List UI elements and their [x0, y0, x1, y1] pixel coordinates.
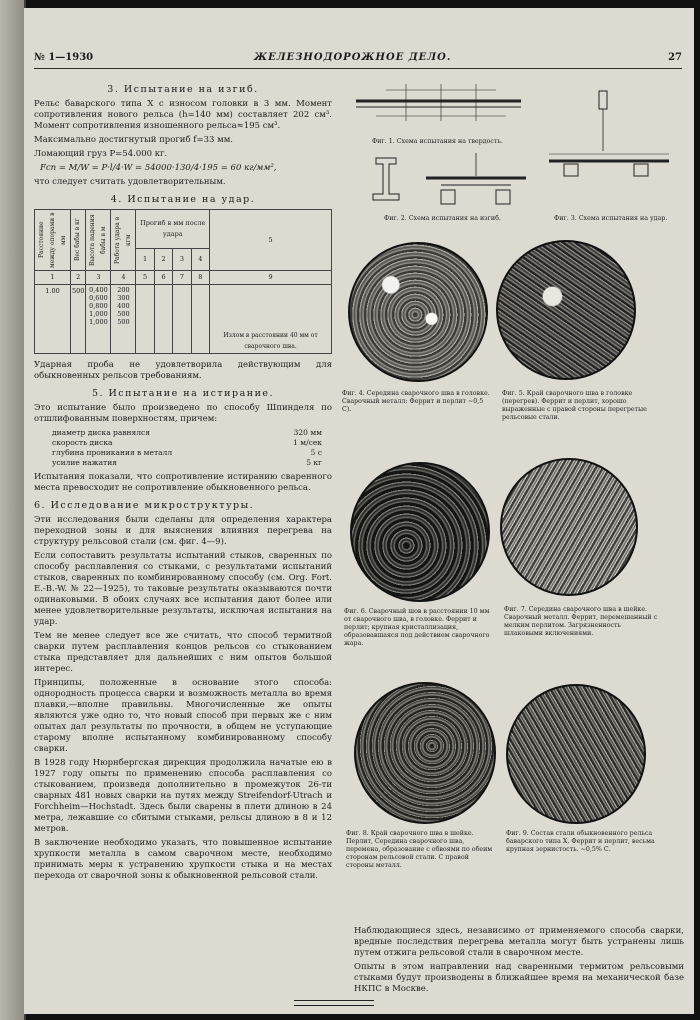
table-row: 1.00 500 0,400 0,600 0,800 1,000 1,000 200 300 400 500 500 Излом в расстоянии 40 мм от сварочного шва. [35, 285, 332, 354]
sec6-paragraph-4: Принципы, положенные в основание этого способа: однородность процесса сварки и возможность металла во время плавки,—вполне правильны. Многочисленные же опыты являются уже одно то, что новый способ при первых же с ним опытах дал результаты по прочности, в общем не уступающие старому вполне испытанному комбинированному способу сварки. [34, 678, 332, 754]
footer-rule [294, 1000, 374, 1006]
fig8-caption: Фиг. 8. Край сварочного шва в шейке. Перлит, Середина сварочного шва, перемена, образование с обвоями по обеим сторонам рельсовой стали. С правой стороны металл. [346, 830, 493, 869]
list-item: скорость диска 1 м/сек [52, 438, 322, 447]
table-index-row: 1 2 3 4 5 6 7 8 9 [35, 271, 332, 285]
sec6-paragraph-2: Если сопоставить результаты испытаний стыков, сваренных по способу расплавления со стыками, с результатами испытаний стыков, сваренных по комбинированному способу (см. Org. Fort. E.-B.-W. № 22—1925), то таковые результаты оказываются почти одинаковыми. В обоих случаях все испытания дают более или менее удовлетворительные результаты, исключая испытания на удар. [34, 551, 332, 627]
right-bottom-text [354, 926, 684, 998]
table-header-cell: 5 [210, 210, 332, 271]
sec3-paragraph-3: Ломающий груз P=54.000 кг. [34, 149, 168, 159]
sec6-paragraph-5: В 1928 году Нюрнбергская дирекция продолжила начатые ею в 1927 году опыты по применению способа расплавления со стыкованием, произведя дополнительно в промежуток 26-ти сварных 481 новых сварки на путях между Streifendorf-Utrach и Forchheim—Hochstadt. Здесь были сварены в плети длиною в 24 метра, лежавшие со сбитыми стыками, рельсы длиною в 8 и 12 метров. [34, 758, 332, 834]
bending-formula: Fсп = M/W = P·l/4·W = 54000·130/4·195 = 60 кг/мм², [40, 163, 277, 173]
fig5-caption: Фиг. 5. Край сварочного шва в головке (перегрев). Феррит и перлит, хорошо выраженные с правой стороны перегретые рельсовые стали. [502, 390, 647, 421]
section-6-title: 6. Исследование микроструктуры. [34, 500, 255, 511]
section-3-title: 3. Испытание на изгиб. [107, 84, 259, 95]
list-item: диаметр диска равнялся 320 мм [52, 428, 322, 437]
fig7-micrograph-image [500, 458, 638, 596]
fig8-micrograph-image [354, 682, 496, 824]
sec3-paragraph-1: Рельс баварского типа X с износом головки в 3 мм. Момент сопротивления нового рельса (h=140 мм) составляет 202 см³. Момент сопротивления изношенного рельса≈195 см³. [34, 99, 332, 131]
fig9-micrograph-image [506, 684, 646, 824]
sec5-paragraph-2: Испытания показали, что сопротивление истиранию сваренного места превосходит не сопротивление обыкновенного рельса. [34, 472, 332, 493]
section-5-title: 5. Испытание на истирание. [91, 388, 275, 399]
sec6-paragraph-3: Тем не менее следует все же считать, что способ термитной сварки путем расплавления концов рельсов со стыкованием стыка представляет для дальнейших с ним опытов большой интерес. [34, 631, 332, 674]
list-item: усилие нажатия 5 кг [52, 458, 322, 467]
fig9-caption: Фиг. 9. Состав стали обыкновенного рельса баварского типа X. Феррит и перлит, весьма крупная зернистость. ~0,5% С. [506, 830, 655, 853]
sec3-paragraph-4: что следует считать удовлетворительным. [34, 177, 226, 187]
fig1-hardness-scheme [346, 76, 536, 146]
sec3-paragraph-2: Максимально достигнутый прогиб f=33 мм. [34, 135, 234, 145]
impact-test-table [34, 209, 332, 354]
list-item: глубина проникания в металл 5 с [52, 448, 322, 457]
fig1-caption: Фиг. 1. Схема испытания на твердость. [372, 138, 503, 145]
sec6-paragraph-1: Эти исследования были сделаны для определения характера переходной зоны и для выяснения влияния перегрева на структуру рельсовой стали (см. фиг. 4—9). [34, 515, 332, 547]
sec5-paragraph-1: Это испытание было произведено по способу Шпинделя по отшлифованным поверхностям, причем: [34, 403, 332, 424]
table-header-cell: 1 [136, 249, 154, 271]
sec4-paragraph-1: Ударная проба не удовлетворила действующим для обыкновенных рельсов требованиям. [34, 360, 332, 381]
page-number: 27 [668, 52, 682, 63]
right-paragraph-1: Наблюдающиеся здесь, независимо от применяемого способа сварки, вредные последствия перегрева металла могут быть устранены лишь путем отжига рельсовой стали в сварочном месте. [354, 926, 684, 958]
fig3-caption: Фиг. 3. Схема испытания на удар. [554, 215, 668, 222]
fig7-caption: Фиг. 7. Середина сварочного шва в шейке. Сварочный металл. Феррит, перемешанный с мелким перлитом. Загрязненность шлаковыми включениями. [504, 606, 658, 637]
left-column [34, 78, 332, 885]
table-header-cell: Вес бабы в кг [71, 210, 86, 271]
fig4-caption: Фиг. 4. Середина сварочного шва в головке. Сварочный металл: Феррит и перлит ~0,5 С). [342, 390, 490, 413]
table-header-cell: Высота падения бабы в м [86, 210, 111, 271]
fig3-impact-scheme [539, 76, 689, 181]
table-header-cell: 2 [154, 249, 172, 271]
left-page-edge [0, 0, 24, 1020]
table-note: Излом в расстоянии 40 мм от сварочного шва. [210, 285, 332, 354]
fig4-micrograph-image [348, 242, 488, 382]
fig6-micrograph-image [350, 462, 490, 602]
table-group-header: Прогиб в мм после удара [136, 210, 210, 249]
page-header [34, 52, 682, 69]
journal-page [24, 8, 694, 1014]
fig2-caption: Фиг. 2. Схема испытания на изгиб. [384, 215, 501, 222]
fig5-micrograph-image [496, 240, 636, 380]
issue-number: № 1—1930 [34, 52, 94, 63]
table-header-cell: Расстояние между опорами в мм [35, 210, 71, 271]
table-header-cell: Работа удара в кгм [111, 210, 136, 271]
sec6-paragraph-6: В заключение необходимо указать, что повышенное испытание хрупкости металла в самом сварочном месте, необходимо принимать меры к устранению хрупкости стыка и на местах перехода от сварочной зоны к обыкновенной рельсовой стали. [34, 838, 332, 881]
right-paragraph-2: Опыты в этом направлении над сваренными термитом рельсовыми стыками будут производены в ближайшее время на механической базе НКПС в Москве. [354, 962, 684, 994]
table-header-cell: 3 [173, 249, 191, 271]
journal-title: ЖЕЛЕЗНОДОРОЖНОЕ ДЕЛО. [254, 52, 452, 63]
fig6-caption: Фиг. 6. Сварочный шов в расстоянии 10 мм от сварочного шва, в головке. Феррит и перлит; крупная кристаллизация, образовавшаяся под действием сварочного жара. [344, 608, 490, 647]
section-4-title: 4. Испытание на удар. [110, 194, 256, 205]
fig2-bending-scheme [346, 148, 536, 218]
table-header-cell: 4 [191, 249, 209, 271]
